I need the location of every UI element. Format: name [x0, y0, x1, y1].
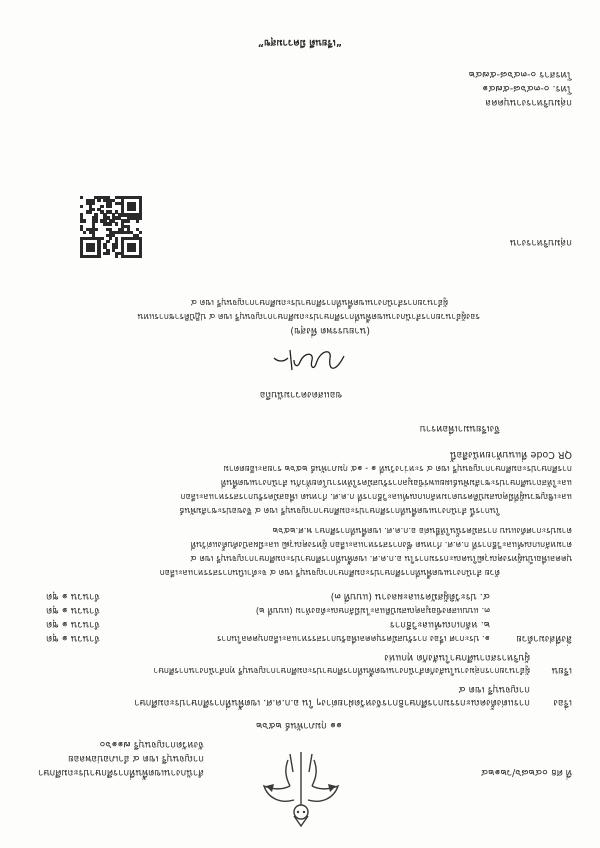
qr-module	[121, 205, 124, 208]
qr-module	[115, 252, 118, 255]
qr-module	[127, 205, 130, 208]
contact-section: กลุ่มบริหารงาน	[509, 237, 572, 248]
qr-module	[139, 205, 142, 208]
qr-module	[80, 225, 83, 228]
qr-module	[127, 213, 130, 216]
qr-module	[109, 202, 112, 205]
qr-module	[112, 199, 115, 202]
qr-module	[89, 243, 92, 246]
qr-module	[115, 222, 118, 225]
qr-module	[109, 222, 112, 225]
qr-module	[106, 222, 109, 225]
qr-module	[121, 202, 124, 205]
qr-module	[97, 196, 100, 199]
qr-module	[130, 231, 133, 234]
qr-module	[92, 208, 95, 211]
qr-module	[127, 196, 130, 199]
qr-module	[92, 216, 95, 219]
qr-module	[139, 196, 142, 199]
qr-module	[118, 196, 121, 199]
qr-module	[106, 205, 109, 208]
qr-module	[103, 213, 106, 216]
qr-module	[115, 196, 118, 199]
qr-module	[106, 228, 109, 231]
qr-module	[133, 216, 136, 219]
signer-position-line2: ผู้อำนวยการสำนักงานเขตพื้นที่การศึกษาประถมศึกษากาญจนบุรี เขต ๔	[190, 297, 448, 307]
recipient-line1: ผู้อำนวยการกลุ่มงานในสังกัดสำนักงานเขตพื้นที่การศึกษาประถมศึกษากาญจนบุรี ทุกสำนักงานการศึกษา	[153, 665, 530, 675]
qr-module	[92, 243, 95, 246]
qr-module	[133, 234, 136, 237]
qr-module	[130, 213, 133, 216]
qr-module	[121, 213, 124, 216]
qr-module	[106, 252, 109, 255]
qr-module	[92, 219, 95, 222]
qr-module	[86, 199, 89, 202]
qr-module	[80, 228, 83, 231]
qr-module	[97, 246, 100, 249]
qr-module	[139, 210, 142, 213]
qr-module	[115, 237, 118, 240]
body-para1-line1: ด้วย สำนักงานเขตพื้นที่การศึกษาประถมศึกษากาญจนบุรี เขต ๔ จะดำเนินการสรรหาและเลือก	[159, 567, 500, 577]
qr-module	[139, 237, 142, 240]
qr-module	[121, 225, 124, 228]
qr-module	[136, 228, 139, 231]
qr-module	[139, 213, 142, 216]
qr-module	[92, 222, 95, 225]
qr-module	[92, 234, 95, 237]
qr-module	[103, 219, 106, 222]
qr-module	[83, 231, 86, 234]
qr-module	[127, 228, 130, 231]
qr-module	[130, 237, 133, 240]
enclosure-qty-3: จำนวน ๑ ชุด	[46, 605, 100, 616]
qr-module	[94, 196, 97, 199]
document-date: ๑๑ กุมภาพันธ์ ๒๕๖๒	[255, 720, 342, 731]
qr-module	[92, 246, 95, 249]
qr-module	[133, 205, 136, 208]
qr-module	[127, 249, 130, 252]
qr-module	[106, 196, 109, 199]
qr-module	[133, 196, 136, 199]
handwritten-signature-icon	[270, 344, 350, 378]
qr-module	[103, 243, 106, 246]
qr-module	[121, 246, 124, 249]
qr-module	[139, 255, 142, 258]
qr-module	[133, 255, 136, 258]
body-para1-line2: บุคคลเพื่อเป็นผู้ทรงคุณวุฒิในคณะกรรมการใน อ.ก.ค.ศ. เขตพื้นที่การศึกษาประถมศึกษากาญจนบุรี เขต ๔	[190, 553, 572, 563]
qr-module	[112, 219, 115, 222]
signer-position-line1: รองผู้อำนวยการสำนักงานเขตพื้นที่การศึกษาประถมศึกษากาญจนบุรี เขต ๔ ปฏิบัติราชการแทน	[137, 311, 480, 321]
body-para2-line1: ในการนี้ สำนักงานเขตพื้นที่การศึกษาประถมศึกษากาญจนบุรี เขต ๔ จึงขอประชาสัมพันธ์	[179, 505, 500, 515]
agency-name-line2: กาญจนบุรี เขต ๔ อำเภอบ่อพลอย	[68, 753, 204, 764]
qr-module	[133, 213, 136, 216]
qr-module	[83, 237, 86, 240]
qr-module	[94, 237, 97, 240]
qr-module	[80, 213, 83, 216]
qr-module	[97, 252, 100, 255]
qr-module	[139, 252, 142, 255]
qr-module	[124, 237, 127, 240]
qr-module	[92, 255, 95, 258]
qr-module	[106, 202, 109, 205]
qr-module	[139, 249, 142, 252]
qr-module	[92, 202, 95, 205]
qr-module	[112, 231, 115, 234]
qr-module	[109, 199, 112, 202]
qr-module	[89, 228, 92, 231]
qr-module	[139, 240, 142, 243]
qr-module	[86, 237, 89, 240]
qr-module	[80, 205, 83, 208]
qr-module	[89, 249, 92, 252]
qr-module	[130, 205, 133, 208]
qr-module	[121, 196, 124, 199]
qr-module	[112, 213, 115, 216]
enclosure-item-4: ๔. ประวัติผู้สมัครและผลงาน (แบบที่ ๓)	[330, 591, 490, 602]
qr-module	[124, 231, 127, 234]
qr-module	[106, 199, 109, 202]
recipient-label: เรียน	[551, 665, 572, 676]
qr-module	[124, 219, 127, 222]
body-para2-line2: และเชิญชวนผู้ที่มีคุณสมบัติครบตามหลักเกณฑ์และวิธีการที่ ก.ค.ศ. กำหนด เพื่อสมัครรับการสรรหาและเลือก	[180, 491, 572, 501]
qr-module	[109, 210, 112, 213]
qr-module	[136, 234, 139, 237]
qr-module	[130, 208, 133, 211]
qr-module	[100, 219, 103, 222]
qr-module	[106, 234, 109, 237]
qr-module	[121, 240, 124, 243]
qr-module	[139, 199, 142, 202]
qr-module	[86, 243, 89, 246]
signer-name: (นายบรรพต พึ่งสุข)	[290, 325, 370, 336]
qr-module	[136, 216, 139, 219]
enclosure-item-3: ๓. แบบแสดงข้อมูลคุณสมบัติและไม่มีลักษณะต้องห้าม (แบบที่ ๒)	[255, 605, 490, 615]
qr-module	[139, 202, 142, 205]
qr-module	[127, 208, 130, 211]
qr-module	[121, 237, 124, 240]
qr-module	[89, 210, 92, 213]
qr-module	[97, 243, 100, 246]
qr-module	[121, 210, 124, 213]
qr-module	[115, 202, 118, 205]
qr-module	[97, 208, 100, 211]
qr-module	[80, 237, 83, 240]
qr-module	[86, 202, 89, 205]
qr-module	[92, 237, 95, 240]
qr-module	[139, 243, 142, 246]
qr-module	[118, 252, 121, 255]
qr-module	[136, 237, 139, 240]
body-para1-line3: ตามหลักเกณฑ์และวิธีการที่ ก.ค.ศ. กำหนด ซึ่งการสรรหาและเลือก ผู้ทรงคุณวุฒิ และมีผลบังคับตั้งแต่วันที่	[190, 539, 572, 549]
qr-module	[121, 243, 124, 246]
qr-module	[89, 231, 92, 234]
qr-module	[127, 225, 130, 228]
subject-label: เรื่อง	[553, 697, 572, 708]
qr-module	[124, 255, 127, 258]
qr-module	[115, 216, 118, 219]
qr-module	[80, 252, 83, 255]
qr-module	[86, 228, 89, 231]
qr-module	[115, 246, 118, 249]
qr-module	[124, 225, 127, 228]
qr-module	[130, 249, 133, 252]
qr-module	[124, 213, 127, 216]
qr-module	[136, 219, 139, 222]
qr-module	[80, 216, 83, 219]
qr-module	[121, 219, 124, 222]
qr-module	[109, 237, 112, 240]
qr-module	[127, 231, 130, 234]
body-para3: QR Code ที่แนบท้ายหนังสือนี้	[450, 449, 572, 460]
qr-module	[89, 205, 92, 208]
qr-module	[109, 231, 112, 234]
qr-module	[124, 196, 127, 199]
qr-module	[130, 255, 133, 258]
qr-module	[133, 249, 136, 252]
qr-module	[112, 246, 115, 249]
qr-module	[127, 255, 130, 258]
qr-module	[83, 219, 86, 222]
qr-module	[97, 249, 100, 252]
qr-module	[127, 216, 130, 219]
recipient-line2: ผู้บริหารสถานศึกษาในสังกัด ทุกแห่ง	[384, 652, 530, 663]
qr-module	[97, 237, 100, 240]
qr-module	[127, 243, 130, 246]
qr-module	[92, 231, 95, 234]
qr-module	[115, 210, 118, 213]
qr-module	[86, 210, 89, 213]
qr-module	[139, 231, 142, 234]
contact-phone: โทร. ๐-๓๔๖๘-๕๗๔๑	[482, 83, 572, 94]
qr-module	[97, 255, 100, 258]
qr-module	[133, 237, 136, 240]
qr-module	[130, 246, 133, 249]
qr-module	[89, 199, 92, 202]
closing-salutation: ขอแสดงความนับถือ	[259, 389, 342, 400]
qr-module	[118, 202, 121, 205]
qr-module	[80, 249, 83, 252]
agency-name-line1: สำนักงานเขตพื้นที่การศึกษาประถมศึกษา	[38, 767, 204, 778]
qr-module	[133, 202, 136, 205]
qr-module	[130, 243, 133, 246]
qr-module	[94, 255, 97, 258]
enclosure-qty-2: จำนวน ๑ ชุด	[46, 619, 100, 630]
qr-module	[121, 208, 124, 211]
qr-module	[136, 255, 139, 258]
office-motto: “เรียนดี มีความสุข”	[257, 37, 342, 48]
qr-module	[83, 255, 86, 258]
qr-module	[109, 205, 112, 208]
qr-module	[103, 252, 106, 255]
qr-module	[112, 243, 115, 246]
qr-module	[89, 246, 92, 249]
qr-module	[106, 240, 109, 243]
qr-module	[139, 216, 142, 219]
qr-module	[106, 216, 109, 219]
qr-module	[130, 196, 133, 199]
qr-module	[133, 243, 136, 246]
enclosure-qty-1: จำนวน ๑ ชุด	[46, 633, 100, 644]
qr-module	[127, 202, 130, 205]
body-para2-line4: การศึกษาประถมศึกษากาญจนบุรี เขต ๔ ระหว่างวันที่ ๑ - ๑๕ กุมภาพันธ์ ๒๕๖๒ รายละเอียดตาม	[223, 463, 572, 473]
body-para1-line4: ตามประกาศดังแนบ การสมัครนั้นให้ยื่นต่อ อ.ก.ค.ศ. เขตพื้นที่การศึกษา พ.ศ.๒๕๖๒	[272, 525, 572, 535]
qr-module	[89, 237, 92, 240]
qr-module	[121, 222, 124, 225]
agency-name-line3: จังหวัดกาญจนบุรี ๗๑๑๖๐	[99, 739, 204, 750]
qr-module	[121, 255, 124, 258]
qr-module	[136, 213, 139, 216]
qr-module	[86, 249, 89, 252]
qr-module	[118, 231, 121, 234]
qr-module	[130, 202, 133, 205]
qr-module	[94, 219, 97, 222]
qr-module	[80, 240, 83, 243]
enclosure-qty-4: จำนวน ๑ ชุด	[46, 591, 100, 602]
qr-module	[94, 228, 97, 231]
qr-module	[130, 216, 133, 219]
qr-module	[92, 225, 95, 228]
qr-module	[139, 208, 142, 211]
garuda-emblem-icon	[260, 748, 342, 830]
qr-module	[106, 249, 109, 252]
qr-module	[121, 228, 124, 231]
qr-module	[80, 196, 83, 199]
qr-module	[80, 243, 83, 246]
qr-module	[100, 205, 103, 208]
qr-module	[118, 216, 121, 219]
qr-module	[94, 216, 97, 219]
qr-module	[118, 213, 121, 216]
qr-module	[121, 231, 124, 234]
qr-module	[115, 243, 118, 246]
enclosure-item-2: ๒. หลักเกณฑ์และวิธีการ	[389, 619, 490, 630]
qr-module	[112, 216, 115, 219]
qr-module	[121, 252, 124, 255]
qr-module	[115, 255, 118, 258]
qr-module	[112, 234, 115, 237]
qr-module	[92, 199, 95, 202]
qr-module	[92, 249, 95, 252]
qr-module	[103, 196, 106, 199]
qr-module	[97, 240, 100, 243]
qr-module	[127, 237, 130, 240]
qr-module	[100, 237, 103, 240]
qr-module	[103, 199, 106, 202]
qr-module	[89, 202, 92, 205]
qr-module	[86, 255, 89, 258]
qr-module	[80, 219, 83, 222]
qr-module	[106, 210, 109, 213]
qr-module	[103, 246, 106, 249]
qr-code-icon	[80, 196, 142, 258]
qr-module	[100, 210, 103, 213]
contact-department: กลุ่มบริหารงานบุคคล	[485, 97, 572, 108]
qr-module	[115, 231, 118, 234]
qr-module	[92, 228, 95, 231]
qr-module	[139, 246, 142, 249]
qr-module	[136, 196, 139, 199]
qr-module	[100, 196, 103, 199]
qr-module	[133, 208, 136, 211]
qr-module	[109, 228, 112, 231]
qr-module	[109, 219, 112, 222]
qr-module	[121, 249, 124, 252]
qr-module	[118, 228, 121, 231]
subject-line2: กาญจนบุรี เขต ๔	[458, 684, 530, 695]
qr-module	[89, 255, 92, 258]
qr-module	[94, 213, 97, 216]
closing-request: จึงเรียนมาเพื่อทราบ	[419, 423, 500, 434]
qr-module	[127, 219, 130, 222]
qr-module	[127, 246, 130, 249]
body-para2-line3: และให้สถานศึกษาประชาสัมพันธ์เผยแพร่ข้อมูลการรับสมัครให้ทราบโดยทั่วกัน สำนักงานเขตพื้นที่	[220, 477, 572, 487]
qr-module	[80, 246, 83, 249]
contact-fax: โทรสาร ๐-๓๔๖๘-๕๗๔๒	[468, 69, 572, 80]
subject-line1: การแต่งตั้งคณะกรรมการศึกษาธิการจังหวัดฝ่ายต่างๆ ใน อ.ก.ค.ศ. เขตพื้นที่การศึกษาประถมศึกษา	[134, 697, 530, 708]
qr-module	[86, 246, 89, 249]
qr-module	[115, 240, 118, 243]
qr-module	[103, 222, 106, 225]
qr-module	[80, 255, 83, 258]
enclosures-label: สิ่งที่ส่งมาด้วย	[516, 633, 572, 644]
qr-module	[89, 208, 92, 211]
qr-module	[103, 216, 106, 219]
qr-module	[112, 249, 115, 252]
qr-module	[97, 199, 100, 202]
qr-module	[133, 246, 136, 249]
qr-module	[121, 199, 124, 202]
enclosure-item-1: ๑. ประกาศ เรื่อง การรับสมัครบุคคลเพื่อรับการสรรหาและเลือกบุคคลในการ	[216, 633, 490, 643]
reference-number: ที่ ศธ ๐๔๒๘๖/ว๒๑๒๔	[480, 767, 572, 778]
qr-module	[109, 234, 112, 237]
